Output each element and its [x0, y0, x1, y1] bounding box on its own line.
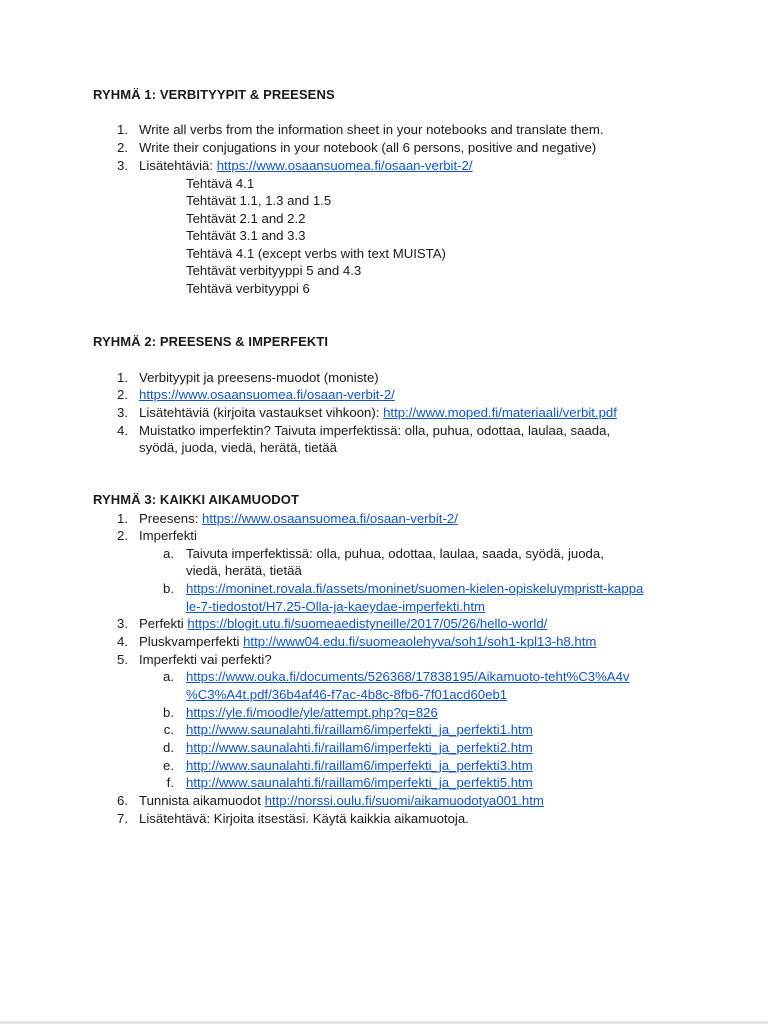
exercise-link[interactable]: https://www.osaansuomea.fi/osaan-verbit-2/: [202, 511, 458, 526]
exercise-link[interactable]: https://moninet.rovala.fi/assets/moninet/suomen-kielen-opiskeluympristt-kappa: [186, 581, 644, 596]
list-number: 3.: [117, 405, 128, 420]
list-text: Pluskvamperfekti: [139, 634, 244, 649]
list-number: 3.: [117, 616, 128, 631]
exercise-link[interactable]: https://blogit.utu.fi/suomeaedistyneille/2017/05/26/hello-world/: [187, 616, 548, 631]
exercise-link[interactable]: https://yle.fi/moodle/yle/attempt.php?q=826: [186, 705, 438, 720]
group1-heading: RYHMÄ 1: VERBITYYPIT & PREESENS: [93, 87, 335, 102]
list-number: 4.: [117, 423, 128, 438]
sub-list-letter: c.: [163, 722, 174, 737]
exercise-link[interactable]: http://www.saunalahti.fi/raillam6/imperfekti_ja_perfekti3.htm: [186, 758, 533, 773]
task-line: Tehtävä verbityyppi 6: [186, 281, 310, 296]
list-text: Lisätehtävä: Kirjoita itsestäsi. Käytä kaikkia aikamuotoja.: [139, 811, 469, 826]
exercise-link-continued[interactable]: le-7-tiedostot/H7.25-Olla-ja-kaeydae-imperfekti.htm: [186, 599, 486, 614]
list-text: Perfekti: [139, 616, 188, 631]
exercise-link-continued[interactable]: %C3%A4t.pdf/36b4af46-f7ac-4b8c-8fb6-7f01acd60eb1: [186, 687, 508, 702]
list-text: Tunnista aikamuodot: [139, 793, 265, 808]
list-number: 6.: [117, 793, 128, 808]
exercise-link[interactable]: https://www.osaansuomea.fi/osaan-verbit-2/: [139, 387, 395, 402]
exercise-link[interactable]: http://www04.edu.fi/suomeaolehyva/soh1/soh1-kpl13-h8.htm: [243, 634, 597, 649]
list-number: 2.: [117, 140, 128, 155]
group2-heading: RYHMÄ 2: PREESENS & IMPERFEKTI: [93, 334, 329, 349]
sub-list-letter: a.: [163, 546, 174, 561]
list-number: 4.: [117, 634, 128, 649]
list-text: Muistatko imperfektin? Taivuta imperfektissä: olla, puhua, odottaa, laulaa, saada,: [139, 423, 611, 438]
list-number: 2.: [117, 528, 128, 543]
list-number: 1.: [117, 122, 128, 137]
list-number: 7.: [117, 811, 128, 826]
list-text: Taivuta imperfektissä: olla, puhua, odottaa, laulaa, saada, syödä, juoda,: [186, 546, 604, 561]
list-number: 5.: [117, 652, 128, 667]
list-text: Lisätehtäviä:: [139, 158, 217, 173]
list-text-continued: syödä, juoda, viedä, herätä, tietää: [139, 440, 337, 455]
list-number: 1.: [117, 370, 128, 385]
list-text: Write their conjugations in your notebook (all 6 persons, positive and negative): [139, 140, 597, 155]
list-number: 3.: [117, 158, 128, 173]
list-text: Imperfekti: [139, 528, 197, 543]
group3-heading: RYHMÄ 3: KAIKKI AIKAMUODOT: [93, 492, 300, 507]
list-text: Write all verbs from the information sheet in your notebooks and translate them.: [139, 122, 604, 137]
task-line: Tehtävät 3.1 and 3.3: [186, 228, 306, 243]
sub-list-letter: d.: [163, 740, 174, 755]
list-number: 2.: [117, 387, 128, 402]
task-line: Tehtävät 2.1 and 2.2: [186, 211, 306, 226]
exercise-link[interactable]: http://www.saunalahti.fi/raillam6/imperfekti_ja_perfekti2.htm: [186, 740, 533, 755]
exercise-link[interactable]: http://norssi.oulu.fi/suomi/aikamuodotya001.htm: [264, 793, 544, 808]
exercise-link[interactable]: https://www.ouka.fi/documents/526368/17838195/Aikamuoto-teht%C3%A4v: [186, 669, 630, 684]
exercise-link[interactable]: http://www.moped.fi/materiaali/verbit.pdf: [383, 405, 617, 420]
exercise-link[interactable]: http://www.saunalahti.fi/raillam6/imperfekti_ja_perfekti1.htm: [186, 722, 533, 737]
exercise-link[interactable]: http://www.saunalahti.fi/raillam6/imperfekti_ja_perfekti5.htm: [186, 775, 533, 790]
list-text: Lisätehtäviä (kirjoita vastaukset vihkoon):: [139, 405, 384, 420]
task-line: Tehtävät 1.1, 1.3 and 1.5: [186, 193, 332, 208]
list-number: 1.: [117, 511, 128, 526]
list-text: Imperfekti vai perfekti?: [139, 652, 272, 667]
list-text: Preesens:: [139, 511, 203, 526]
list-text: Verbityypit ja preesens-muodot (moniste): [139, 370, 379, 385]
sub-list-letter: b.: [163, 581, 174, 596]
task-line: Tehtävät verbityyppi 5 and 4.3: [186, 263, 362, 278]
sub-list-letter: a.: [163, 669, 174, 684]
sub-list-letter: b.: [163, 705, 174, 720]
task-line: Tehtävä 4.1 (except verbs with text MUISTA): [186, 246, 446, 261]
list-text-continued: viedä, herätä, tietää: [186, 563, 302, 578]
sub-list-letter: e.: [163, 758, 174, 773]
sub-list-letter: f.: [166, 775, 174, 790]
task-line: Tehtävä 4.1: [186, 176, 255, 191]
exercise-link[interactable]: https://www.osaansuomea.fi/osaan-verbit-2/: [216, 158, 473, 173]
